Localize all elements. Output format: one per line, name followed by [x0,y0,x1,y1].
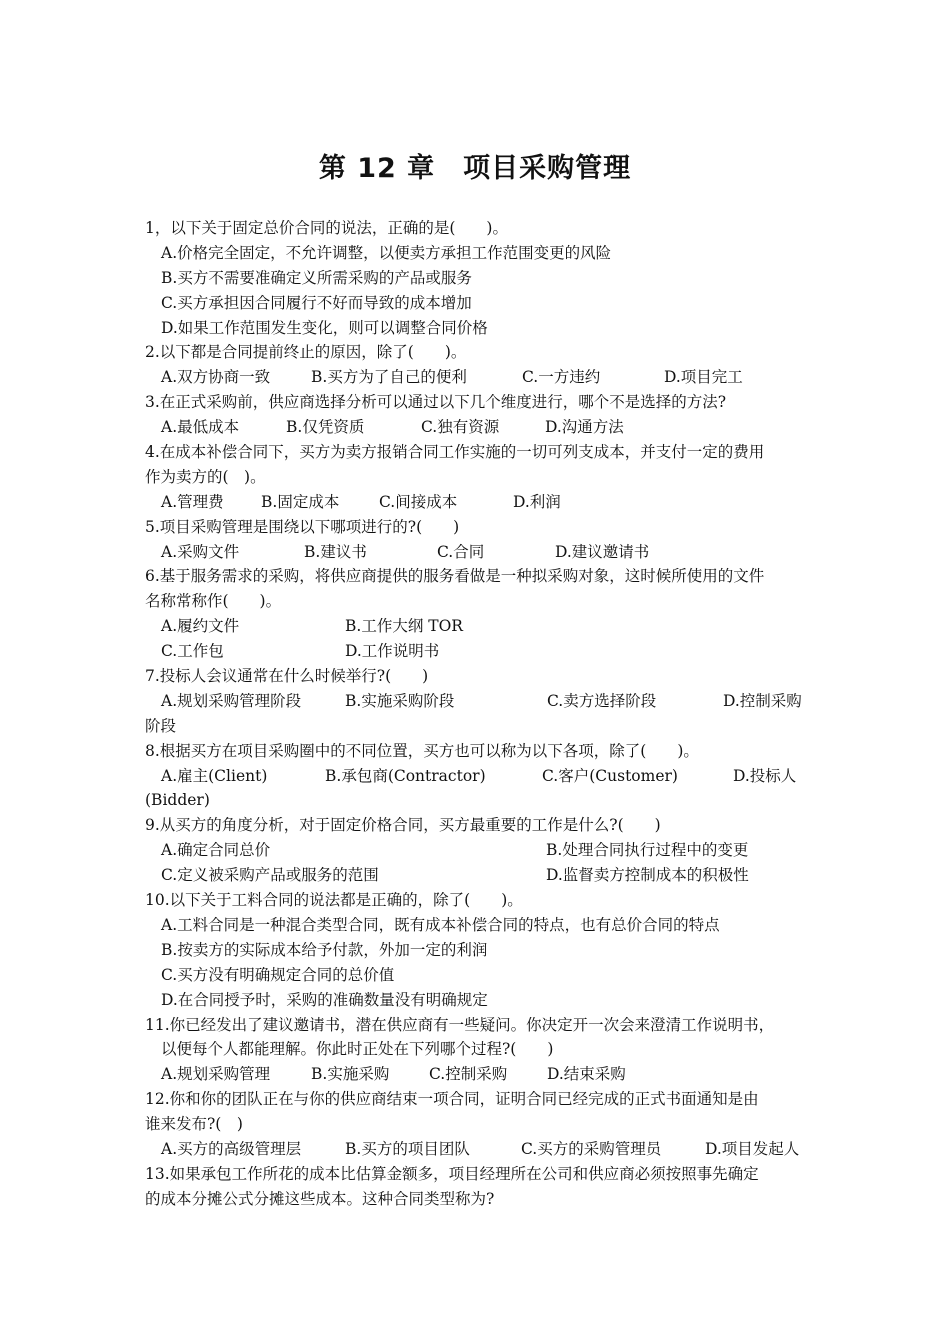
question-6-options-row1 [145,614,810,639]
question-6-stem-line2: 名称常称作( )。 [145,592,282,611]
question-8-options [145,764,810,789]
question-3-option-b: B.仅凭资质 [286,418,365,437]
question-3-option-a: A.最低成本 [161,418,240,437]
question-9-options-row1 [145,838,810,863]
question-9-stem: 9.从买方的角度分析，对于固定价格合同，买方最重要的工作是什么?( ) [145,816,661,835]
question-3-options [145,415,810,440]
question-6-options-row2 [145,639,810,664]
question-12-stem-line2: 谁来发布?( ) [145,1115,243,1134]
question-9-option-d: D.监督卖方控制成本的积极性 [546,866,749,885]
question-11-stem-line2: 以便每个人都能理解。你此时正处在下列哪个过程?( ) [161,1040,554,1059]
question-3-option-d: D.沟通方法 [545,418,624,437]
question-13-stem-line2: 的成本分摊公式分摊这些成本。这种合同类型称为? [145,1189,495,1208]
question-9-options-row2 [145,863,810,888]
question-12-option-b: B.买方的项目团队 [345,1139,470,1158]
question-list [145,216,810,1212]
question-5-option-c: C.合同 [437,542,485,561]
question-7-option-d: D.控制采购 [723,691,802,710]
question-2-option-c: C.一方违约 [522,368,601,387]
question-1-option-a: A.价格完全固定，不允许调整，以便卖方承担工作范围变更的风险 [161,243,612,262]
question-8-option-c: C.客户(Customer) [542,766,678,785]
question-10-option-a: A.工料合同是一种混合类型合同，既有成本补偿合同的特点，也有总价合同的特点 [161,915,720,934]
question-8-option-b: B.承包商(Contractor) [325,766,486,785]
question-1-option-d: D.如果工作范围发生变化，则可以调整合同价格 [161,318,488,337]
question-12-options [145,1137,810,1162]
question-2-stem: 2.以下都是合同提前终止的原因，除了( )。 [145,343,467,362]
question-13-stem-line1: 13.如果承包工作所花的成本比估算金额多，项目经理所在公司和供应商必须按照事先确定 [145,1164,759,1183]
question-6-stem-line1: 6.基于服务需求的采购，将供应商提供的服务看做是一种拟采购对象，这时候所使用的文件 [145,567,765,586]
question-4-stem-line1: 4.在成本补偿合同下，买方为卖方报销合同工作实施的一切可列支成本，并支付一定的费用 [145,443,765,462]
question-2-options [145,365,810,390]
question-12-option-c: C.买方的采购管理员 [521,1139,662,1158]
question-5-stem: 5.项目采购管理是围绕以下哪项进行的?( ) [145,517,460,536]
question-4-stem-line2: 作为卖方的( )。 [145,467,266,486]
question-3-stem: 3.在正式采购前，供应商选择分析可以通过以下几个维度进行，哪个不是选择的方法? [145,393,727,412]
question-12-option-a: A.买方的高级管理层 [161,1139,302,1158]
question-6-option-b: B.工作大纲 TOR [345,617,463,636]
question-2-option-b: B.买方为了自己的便利 [311,368,467,387]
question-5-option-a: A.采购文件 [161,542,240,561]
question-11-options [145,1062,810,1087]
question-9-option-b: B.处理合同执行过程中的变更 [546,841,749,860]
question-1-option-b: B.买方不需要准确定义所需采购的产品或服务 [161,268,472,287]
question-7-option-d-wrap: 阶段 [145,716,177,735]
question-4-option-c: C.间接成本 [379,492,458,511]
question-5-option-d: D.建议邀请书 [555,542,650,561]
question-10-option-c: C.买方没有明确规定合同的总价值 [161,965,395,984]
question-5-options [145,540,810,565]
question-7-option-c: C.卖方选择阶段 [547,691,657,710]
question-7-option-a: A.规划采购管理阶段 [161,691,302,710]
question-3-option-c: C.独有资源 [421,418,500,437]
question-2-option-d: D.项目完工 [664,368,743,387]
question-6-option-a: A.履约文件 [161,617,240,636]
question-9-option-c: C.定义被采购产品或服务的范围 [161,866,379,885]
question-11-option-b: B.实施采购 [311,1065,390,1084]
question-8-option-d: D.投标人 [733,766,797,785]
question-11-option-c: C.控制采购 [429,1065,508,1084]
question-1-option-c: C.买方承担因合同履行不好而导致的成本增加 [161,293,472,312]
question-8-option-d-wrap: (Bidder) [145,791,210,810]
question-12-stem-line1: 12.你和你的团队正在与你的供应商结束一项合同，证明合同已经完成的正式书面通知是由 [145,1090,759,1109]
question-4-option-a: A.管理费 [161,492,224,511]
question-4-options [145,490,810,515]
question-4-option-d: D.利润 [513,492,561,511]
question-1-stem: 1，以下关于固定总价合同的说法，正确的是( )。 [145,219,508,237]
question-5-option-b: B.建议书 [304,542,367,561]
question-10-option-d: D.在合同授予时，采购的准确数量没有明确规定 [161,990,488,1009]
question-11-option-a: A.规划采购管理 [161,1065,271,1084]
question-6-option-c: C.工作包 [161,642,224,661]
question-4-option-b: B.固定成本 [261,492,340,511]
question-10-stem: 10.以下关于工料合同的说法都是正确的，除了( )。 [145,891,523,910]
question-2-option-a: A.双方协商一致 [161,368,271,387]
question-9-option-a: A.确定合同总价 [161,841,271,860]
question-7-option-b: B.实施采购阶段 [345,691,455,710]
question-12-option-d: D.项目发起人 [705,1139,800,1158]
question-11-stem-line1: 11.你已经发出了建议邀请书，潜在供应商有一些疑问。你决定开一次会来澄清工作说明书， [145,1015,775,1034]
question-7-stem: 7.投标人会议通常在什么时候举行?( ) [145,667,429,686]
question-6-option-d: D.工作说明书 [345,642,440,661]
question-8-stem: 8.根据买方在项目采购圈中的不同位置，买方也可以称为以下各项，除了( )。 [145,741,699,760]
question-7-options [145,689,810,714]
question-8-option-a: A.雇主(Client) [161,766,268,785]
chapter-title: 第 12 章 项目采购管理 [318,153,632,184]
question-10-option-b: B.按卖方的实际成本给予付款，外加一定的利润 [161,940,488,959]
question-11-option-d: D.结束采购 [547,1065,626,1084]
